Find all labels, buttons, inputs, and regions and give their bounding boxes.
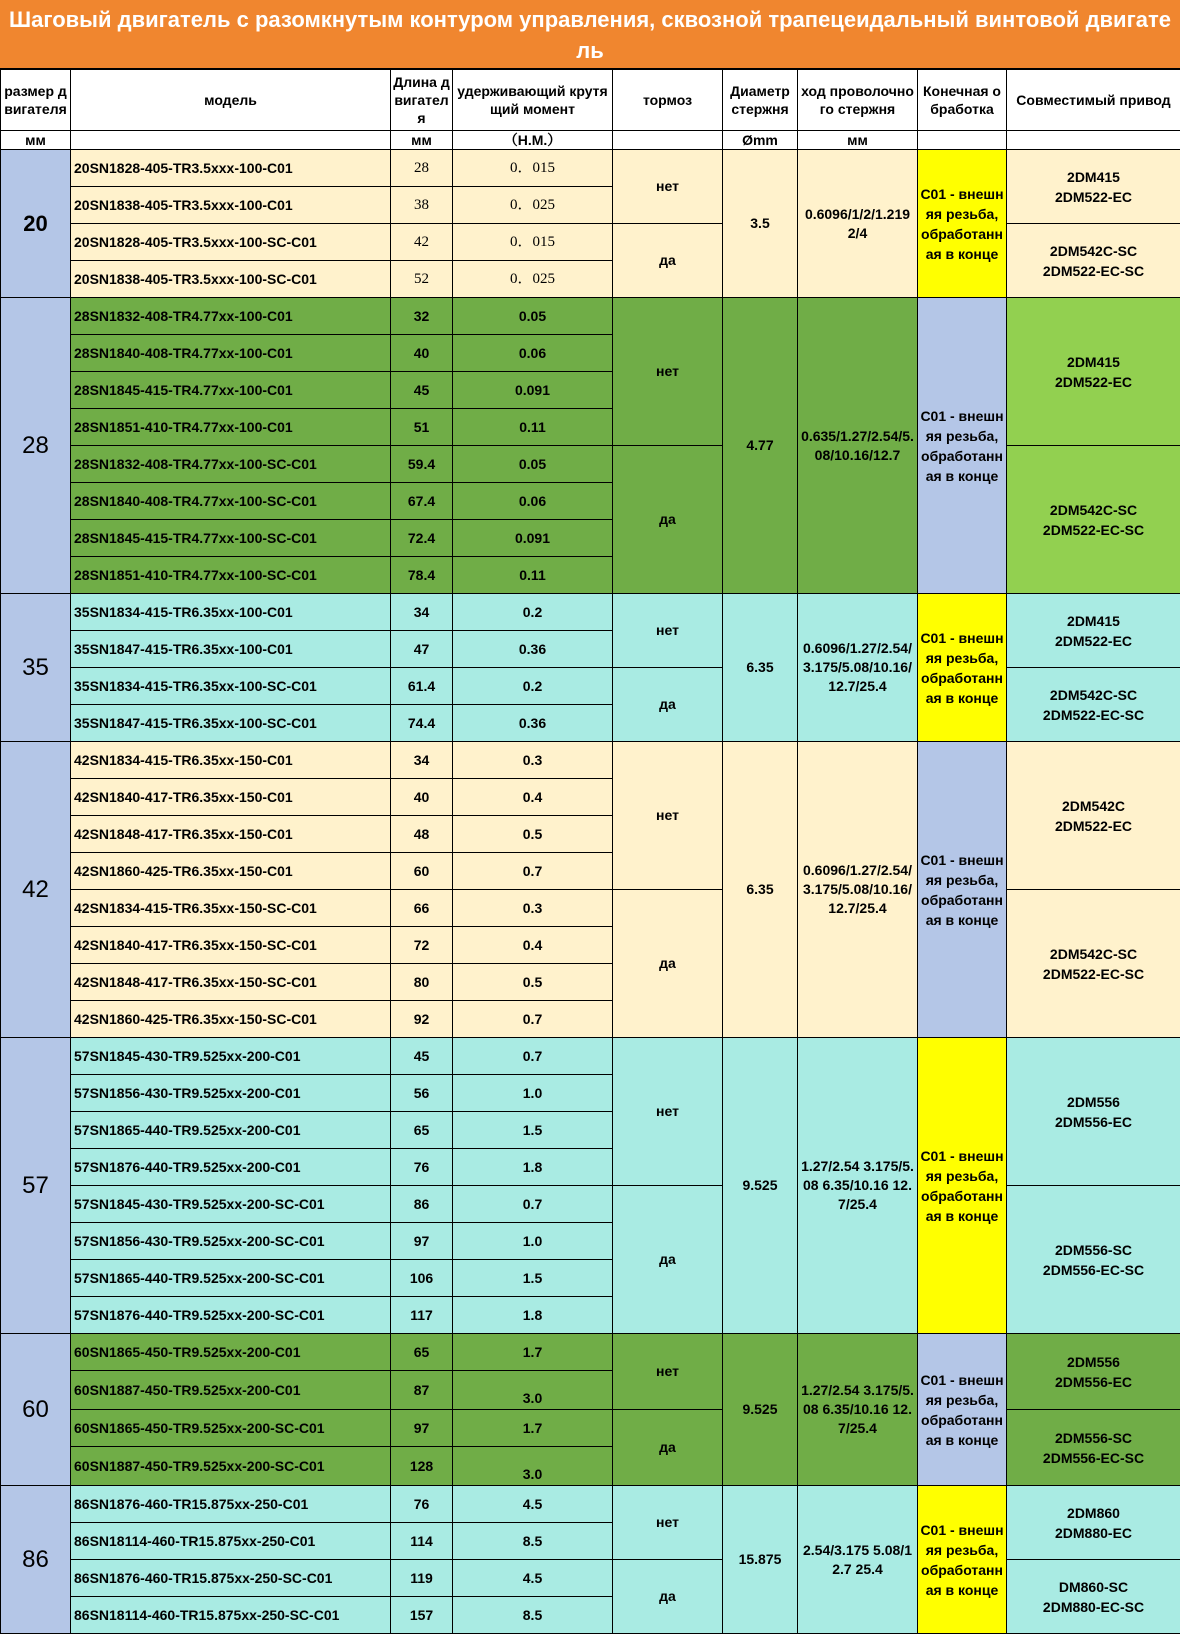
model-cell: 28SN1851-410-TR4.77xx-100-SC-C01 — [71, 557, 391, 594]
end-processing-cell: C01 - внешняя резьба, обработанная в конце — [918, 1334, 1007, 1486]
motor-size-cell: 57 — [1, 1038, 71, 1334]
motor-size-cell: 60 — [1, 1334, 71, 1486]
torque-cell: 0.06 — [453, 483, 613, 520]
torque-cell: 0.2 — [453, 594, 613, 631]
torque-cell: 1.8 — [453, 1149, 613, 1186]
length-cell: 87 — [391, 1371, 453, 1410]
diameter-cell: 15.875 — [723, 1486, 798, 1634]
torque-cell: 0.11 — [453, 557, 613, 594]
model-cell: 35SN1847-415-TR6.35xx-100-SC-C01 — [71, 705, 391, 742]
end-processing-cell: C01 - внешняя резьба, обработанная в конце — [918, 1038, 1007, 1334]
unit-diameter: Ømm — [723, 131, 798, 150]
torque-cell: 0.4 — [453, 927, 613, 964]
torque-cell: 0.091 — [453, 520, 613, 557]
driver-cell: 2DM542C-SC 2DM522-EC-SC — [1007, 890, 1180, 1038]
brake-cell: да — [613, 1186, 723, 1334]
diameter-cell: 6.35 — [723, 594, 798, 742]
model-cell: 28SN1832-408-TR4.77xx-100-C01 — [71, 298, 391, 335]
torque-cell: 0.06 — [453, 335, 613, 372]
table-row — [1, 594, 1180, 631]
torque-cell: 0.05 — [453, 446, 613, 483]
model-cell: 42SN1860-425-TR6.35xx-150-C01 — [71, 853, 391, 890]
driver-cell: 2DM542C-SC 2DM522-EC-SC — [1007, 668, 1180, 742]
motor-size-cell: 35 — [1, 594, 71, 742]
model-cell: 42SN1848-417-TR6.35xx-150-SC-C01 — [71, 964, 391, 1001]
length-cell: 40 — [391, 779, 453, 816]
model-cell: 57SN1856-430-TR9.525xx-200-C01 — [71, 1075, 391, 1112]
model-cell: 57SN1856-430-TR9.525xx-200-SC-C01 — [71, 1223, 391, 1260]
torque-cell: 8.5 — [453, 1597, 613, 1634]
model-cell: 20SN1838-405-TR3.5xxx-100-SC-C01 — [71, 261, 391, 298]
torque-cell: 0．025 — [453, 187, 613, 224]
torque-cell: 0.7 — [453, 1186, 613, 1223]
brake-cell: нет — [613, 1486, 723, 1560]
torque-cell: 4.5 — [453, 1486, 613, 1523]
model-cell: 28SN1840-408-TR4.77xx-100-C01 — [71, 335, 391, 372]
model-cell: 60SN1887-450-TR9.525xx-200-C01 — [71, 1371, 391, 1410]
length-cell: 28 — [391, 150, 453, 187]
table-row — [1, 150, 1180, 187]
unit-driver — [1007, 131, 1180, 150]
model-cell: 35SN1834-415-TR6.35xx-100-SC-C01 — [71, 668, 391, 705]
lead-cell: 1.27/2.54 3.175/5.08 6.35/10.16 12.7/25.4 — [798, 1038, 918, 1334]
brake-cell: нет — [613, 1334, 723, 1410]
torque-cell: 0．015 — [453, 150, 613, 187]
motor-size-cell: 86 — [1, 1486, 71, 1634]
diameter-cell: 9.525 — [723, 1038, 798, 1334]
model-cell: 42SN1840-417-TR6.35xx-150-C01 — [71, 779, 391, 816]
brake-cell: нет — [613, 298, 723, 446]
length-cell: 40 — [391, 335, 453, 372]
torque-cell: 1.5 — [453, 1260, 613, 1297]
model-cell: 28SN1845-415-TR4.77xx-100-SC-C01 — [71, 520, 391, 557]
torque-cell: 0.7 — [453, 853, 613, 890]
length-cell: 48 — [391, 816, 453, 853]
header-driver: Совместимый привод — [1007, 70, 1180, 131]
brake-cell: да — [613, 446, 723, 594]
length-cell: 97 — [391, 1223, 453, 1260]
torque-cell: 0．025 — [453, 261, 613, 298]
model-cell: 42SN1834-415-TR6.35xx-150-SC-C01 — [71, 890, 391, 927]
brake-cell: нет — [613, 742, 723, 890]
model-cell: 28SN1851-410-TR4.77xx-100-C01 — [71, 409, 391, 446]
brake-cell: нет — [613, 594, 723, 668]
units-row — [1, 131, 1180, 150]
length-cell: 38 — [391, 187, 453, 224]
model-cell: 86SN18114-460-TR15.875xx-250-C01 — [71, 1523, 391, 1560]
torque-cell: 1.7 — [453, 1334, 613, 1371]
torque-cell: 0.3 — [453, 742, 613, 779]
length-cell: 78.4 — [391, 557, 453, 594]
diameter-cell: 4.77 — [723, 298, 798, 594]
torque-cell: 0.11 — [453, 409, 613, 446]
table-row — [1, 1038, 1180, 1075]
length-cell: 60 — [391, 853, 453, 890]
model-cell: 28SN1832-408-TR4.77xx-100-SC-C01 — [71, 446, 391, 483]
header-size: размер двигателя — [1, 70, 71, 131]
model-cell: 86SN1876-460-TR15.875xx-250-SC-C01 — [71, 1560, 391, 1597]
diameter-cell: 6.35 — [723, 742, 798, 1038]
torque-cell: 3.0 — [453, 1447, 613, 1486]
brake-cell: нет — [613, 1038, 723, 1186]
length-cell: 66 — [391, 890, 453, 927]
torque-cell: 0.7 — [453, 1001, 613, 1038]
length-cell: 32 — [391, 298, 453, 335]
driver-cell: 2DM415 2DM522-EC — [1007, 298, 1180, 446]
header-brake: тормоз — [613, 70, 723, 131]
brake-cell: да — [613, 668, 723, 742]
driver-cell: 2DM542C-SC 2DM522-EC-SC — [1007, 224, 1180, 298]
torque-cell: 1.0 — [453, 1223, 613, 1260]
torque-cell: 0.05 — [453, 298, 613, 335]
driver-cell: 2DM415 2DM522-EC — [1007, 594, 1180, 668]
model-cell: 42SN1834-415-TR6.35xx-150-C01 — [71, 742, 391, 779]
length-cell: 34 — [391, 594, 453, 631]
page-title: Шаговый двигатель с разомкнутым контуром управления, сквозной трапецеидальный винтовой двигатель — [0, 0, 1180, 69]
torque-cell: 0.3 — [453, 890, 613, 927]
torque-cell: 0.5 — [453, 816, 613, 853]
length-cell: 114 — [391, 1523, 453, 1560]
model-cell: 86SN18114-460-TR15.875xx-250-SC-C01 — [71, 1597, 391, 1634]
model-cell: 42SN1840-417-TR6.35xx-150-SC-C01 — [71, 927, 391, 964]
header-length: Длина двигателя — [391, 70, 453, 131]
torque-cell: 3.0 — [453, 1371, 613, 1410]
length-cell: 97 — [391, 1410, 453, 1447]
length-cell: 119 — [391, 1560, 453, 1597]
driver-cell: 2DM556-SC 2DM556-EC-SC — [1007, 1186, 1180, 1334]
length-cell: 86 — [391, 1186, 453, 1223]
length-cell: 65 — [391, 1334, 453, 1371]
diameter-cell: 9.525 — [723, 1334, 798, 1486]
unit-torque: （Н.М.） — [453, 131, 613, 150]
driver-cell: 2DM860 2DM880-EC — [1007, 1486, 1180, 1560]
torque-cell: 0.36 — [453, 705, 613, 742]
model-cell: 57SN1876-440-TR9.525xx-200-C01 — [71, 1149, 391, 1186]
unit-length: мм — [391, 131, 453, 150]
brake-cell: да — [613, 1560, 723, 1634]
length-cell: 45 — [391, 1038, 453, 1075]
model-cell: 60SN1887-450-TR9.525xx-200-SC-C01 — [71, 1447, 391, 1486]
model-cell: 20SN1838-405-TR3.5xxx-100-C01 — [71, 187, 391, 224]
model-cell: 35SN1847-415-TR6.35xx-100-C01 — [71, 631, 391, 668]
model-cell: 42SN1860-425-TR6.35xx-150-SC-C01 — [71, 1001, 391, 1038]
unit-end — [918, 131, 1007, 150]
table-row — [1, 742, 1180, 779]
model-cell: 20SN1828-405-TR3.5xxx-100-SC-C01 — [71, 224, 391, 261]
length-cell: 74.4 — [391, 705, 453, 742]
length-cell: 106 — [391, 1260, 453, 1297]
driver-cell: 2DM542C-SC 2DM522-EC-SC — [1007, 446, 1180, 594]
length-cell: 45 — [391, 372, 453, 409]
torque-cell: 1.0 — [453, 1075, 613, 1112]
model-cell: 28SN1840-408-TR4.77xx-100-SC-C01 — [71, 483, 391, 520]
model-cell: 86SN1876-460-TR15.875xx-250-C01 — [71, 1486, 391, 1523]
driver-cell: 2DM415 2DM522-EC — [1007, 150, 1180, 224]
lead-cell: 0.6096/1/2/1.2192/4 — [798, 150, 918, 298]
model-cell: 20SN1828-405-TR3.5xxx-100-C01 — [71, 150, 391, 187]
end-processing-cell: C01 - внешняя резьба, обработанная в конце — [918, 150, 1007, 298]
brake-cell: да — [613, 1410, 723, 1486]
torque-cell: 1.5 — [453, 1112, 613, 1149]
length-cell: 65 — [391, 1112, 453, 1149]
header-end: Конечная обработка — [918, 70, 1007, 131]
motor-size-cell: 42 — [1, 742, 71, 1038]
length-cell: 47 — [391, 631, 453, 668]
torque-cell: 0.2 — [453, 668, 613, 705]
torque-cell: 0.091 — [453, 372, 613, 409]
header-torque: удерживающий крутящий момент — [453, 70, 613, 131]
model-cell: 42SN1848-417-TR6.35xx-150-C01 — [71, 816, 391, 853]
table-row — [1, 1334, 1180, 1371]
lead-cell: 1.27/2.54 3.175/5.08 6.35/10.16 12.7/25.4 — [798, 1334, 918, 1486]
driver-cell: DM860-SC 2DM880-EC-SC — [1007, 1560, 1180, 1634]
length-cell: 128 — [391, 1447, 453, 1486]
motor-size-cell: 20 — [1, 150, 71, 298]
length-cell: 72.4 — [391, 520, 453, 557]
length-cell: 51 — [391, 409, 453, 446]
model-cell: 57SN1865-440-TR9.525xx-200-SC-C01 — [71, 1260, 391, 1297]
length-cell: 76 — [391, 1149, 453, 1186]
model-cell: 57SN1865-440-TR9.525xx-200-C01 — [71, 1112, 391, 1149]
length-cell: 56 — [391, 1075, 453, 1112]
lead-cell: 2.54/3.175 5.08/12.7 25.4 — [798, 1486, 918, 1634]
model-cell: 28SN1845-415-TR4.77xx-100-C01 — [71, 372, 391, 409]
torque-cell: 0.36 — [453, 631, 613, 668]
diameter-cell: 3.5 — [723, 150, 798, 298]
torque-cell: 0.4 — [453, 779, 613, 816]
torque-cell: 8.5 — [453, 1523, 613, 1560]
unit-lead: мм — [798, 131, 918, 150]
torque-cell: 4.5 — [453, 1560, 613, 1597]
spec-table — [0, 69, 1180, 1634]
model-cell: 60SN1865-450-TR9.525xx-200-C01 — [71, 1334, 391, 1371]
length-cell: 157 — [391, 1597, 453, 1634]
length-cell: 67.4 — [391, 483, 453, 520]
length-cell: 92 — [391, 1001, 453, 1038]
length-cell: 61.4 — [391, 668, 453, 705]
model-cell: 57SN1845-430-TR9.525xx-200-C01 — [71, 1038, 391, 1075]
lead-cell: 0.6096/1.27/2.54/3.175/5.08/10.16/12.7/25.4 — [798, 742, 918, 1038]
brake-cell: да — [613, 890, 723, 1038]
unit-model — [71, 131, 391, 150]
driver-cell: 2DM556-SC 2DM556-EC-SC — [1007, 1410, 1180, 1486]
length-cell: 34 — [391, 742, 453, 779]
end-processing-cell: C01 - внешняя резьба, обработанная в конце — [918, 742, 1007, 1038]
model-cell: 35SN1834-415-TR6.35xx-100-C01 — [71, 594, 391, 631]
end-processing-cell: C01 - внешняя резьба, обработанная в конце — [918, 298, 1007, 594]
end-processing-cell: C01 - внешняя резьба, обработанная в конце — [918, 594, 1007, 742]
length-cell: 117 — [391, 1297, 453, 1334]
driver-cell: 2DM556 2DM556-EC — [1007, 1038, 1180, 1186]
header-lead: ход проволочного стержня — [798, 70, 918, 131]
length-cell: 52 — [391, 261, 453, 298]
brake-cell: да — [613, 224, 723, 298]
torque-cell: 0.5 — [453, 964, 613, 1001]
driver-cell: 2DM542C 2DM522-EC — [1007, 742, 1180, 890]
brake-cell: нет — [613, 150, 723, 224]
model-cell: 57SN1876-440-TR9.525xx-200-SC-C01 — [71, 1297, 391, 1334]
motor-size-cell: 28 — [1, 298, 71, 594]
torque-cell: 1.8 — [453, 1297, 613, 1334]
header-row — [1, 70, 1180, 131]
header-model: модель — [71, 70, 391, 131]
unit-size: мм — [1, 131, 71, 150]
model-cell: 60SN1865-450-TR9.525xx-200-SC-C01 — [71, 1410, 391, 1447]
unit-brake — [613, 131, 723, 150]
length-cell: 80 — [391, 964, 453, 1001]
length-cell: 42 — [391, 224, 453, 261]
length-cell: 76 — [391, 1486, 453, 1523]
table-row — [1, 298, 1180, 335]
length-cell: 59.4 — [391, 446, 453, 483]
header-diameter: Диаметр стержня — [723, 70, 798, 131]
length-cell: 72 — [391, 927, 453, 964]
torque-cell: 0.7 — [453, 1038, 613, 1075]
torque-cell: 0．015 — [453, 224, 613, 261]
end-processing-cell: C01 - внешняя резьба, обработанная в конце — [918, 1486, 1007, 1634]
table-row — [1, 1486, 1180, 1523]
torque-cell: 1.7 — [453, 1410, 613, 1447]
driver-cell: 2DM556 2DM556-EC — [1007, 1334, 1180, 1410]
lead-cell: 0.635/1.27/2.54/5.08/10.16/12.7 — [798, 298, 918, 594]
model-cell: 57SN1845-430-TR9.525xx-200-SC-C01 — [71, 1186, 391, 1223]
lead-cell: 0.6096/1.27/2.54/3.175/5.08/10.16/12.7/25.4 — [798, 594, 918, 742]
